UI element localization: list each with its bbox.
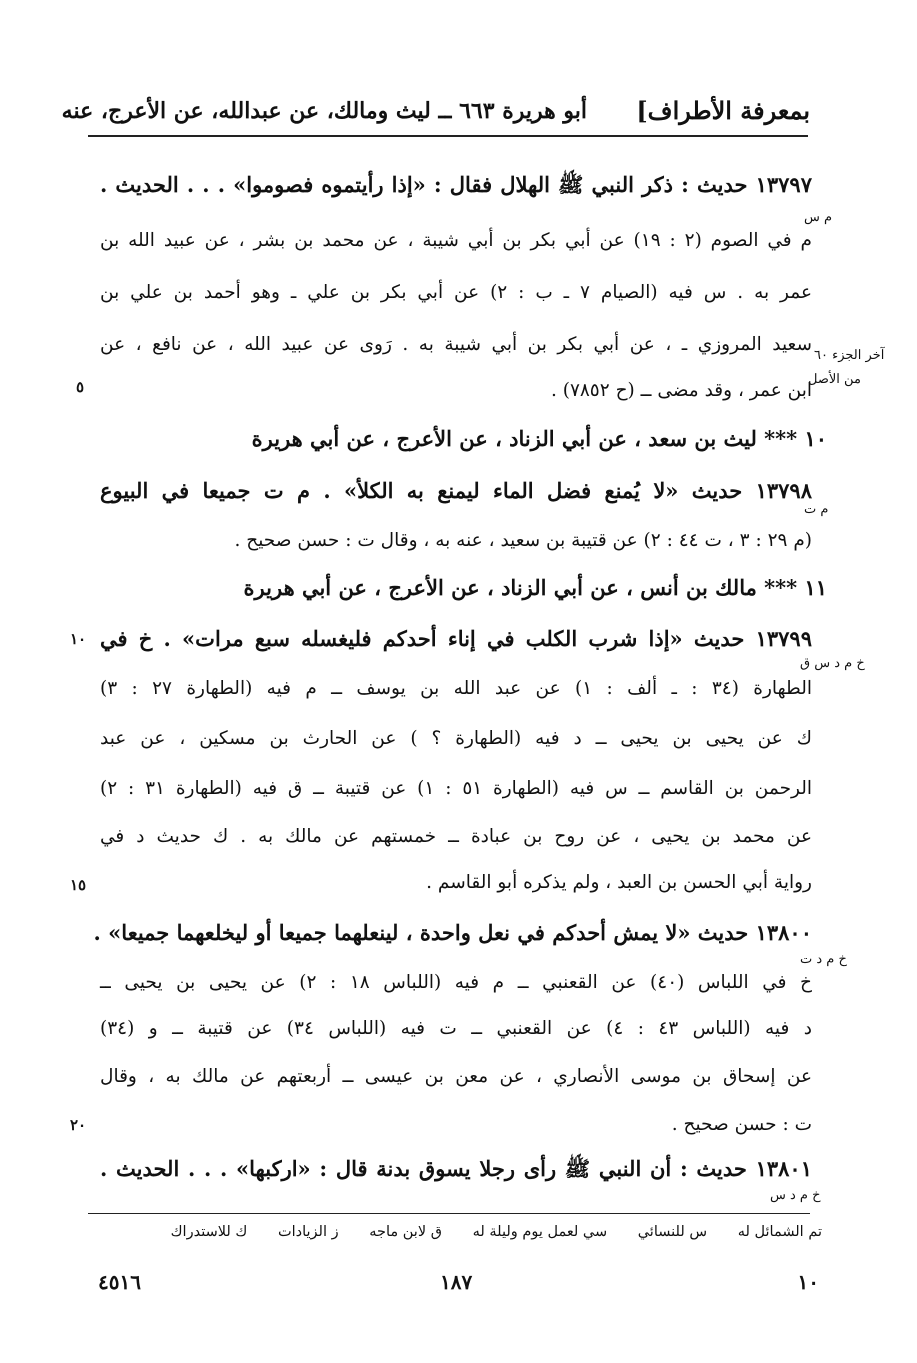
abbreviation-legend [145,1224,822,1240]
text-line: الرحمن بن القاسم ــ س فيه (الطهارة ٥١ : ١) عن قتيبة ــ ق فيه (الطهارة ٣١ : ٢) [100,778,812,799]
hadith-13797-line: ١٣٧٩٧ حديث : ذكر النبي ﷺ الهلال فقال : «إذا رأيتموه فصوموا» . . . الحديث . [100,172,812,197]
catalog-number: ٤٥١٦ [98,1270,141,1294]
text-line: سعيد المروزي ـ ، عن أبي بكر بن أبي شيبة به . رَوى عن عبيد الله ، عن نافع ، عن [100,334,812,355]
header-title: بمعرفة الأطراف] [636,96,810,125]
text-line: ك عن يحيى بن يحيى ــ د فيه (الطهارة ؟ ) عن الحارث بن مسكين ، عن عبد [100,728,812,749]
legend-item: س للنسائي [637,1224,708,1240]
symbols-note: م ت [804,502,829,517]
header-rule [88,135,808,137]
symbols-note: م س [804,210,833,225]
line-number: ٢٠ [70,1116,87,1134]
line-number: ١٠ [70,630,87,648]
line-number: ٥ [76,378,85,396]
hadith-13800-line: ١٣٨٠٠ حديث «لا يمش أحدكم في نعل واحدة ، لينعلهما جميعا أو ليخلعهما جميعا» . [93,920,812,945]
text-line: عن محمد بن يحيى ، عن روح بن عبادة ــ خمستهم عن مالك به . ك حديث د في [100,826,813,847]
text-line: (م ٢٩ : ٣ ، ت ٤٤ : ٢) عن قتيبة بن سعيد ، عنه به ، وقال ت : حسن صحيح . [234,530,812,551]
text-line: الطهارة (٣٤ : ـ ألف : ١) عن عبد الله بن يوسف ــ م فيه (الطهارة ٢٧ : ٣) [100,678,813,699]
text-line: عن إسحاق بن موسى الأنصاري ، عن معن بن عيسى ــ أربعتهم عن مالك به ، وقال [100,1066,812,1087]
volume-number: ١٠ [797,1270,819,1294]
original-note: من الأصل [808,372,861,387]
text-line: ت : حسن صحيح . [671,1114,812,1135]
header-chain: أبو هريرة ٦٦٣ ــ ليث ومالك، عن عبدالله، عن الأعرج، عنه [61,98,587,124]
text-line: عمر به . س فيه (الصيام ٧ ـ ب : ٢) عن أبي بكر بن علي ـ وهو أحمد بن علي بن [100,282,813,303]
hadith-13798-line: ١٣٧٩٨ حديث «لا يُمنع فضل الماء ليمنع به الكلأ» . م ت جميعا في البيوع [100,478,812,503]
symbols-note: خ م د س ق [800,656,865,671]
legend-item: تم الشمائل له [737,1224,822,1240]
legend-item: ز الزيادات [277,1224,339,1240]
legend-item: ق لابن ماجه [369,1224,442,1240]
line-number: ١٥ [70,876,87,894]
text-line: م في الصوم (٢ : ١٩) عن أبي بكر بن أبي شيبة ، عن محمد بن بشر ، عن عبيد الله بن [100,230,812,251]
page-number: ١٨٧ [440,1270,473,1294]
hadith-13799-line: ١٣٧٩٩ حديث «إذا شرب الكلب في إناء أحدكم فليغسله سبع مرات» . خ في [100,626,812,651]
symbols-note: خ م د س [770,1188,821,1203]
text-line: د فيه (اللباس ٤٣ : ٤) عن القعنبي ــ ت فيه (اللباس ٣٤) عن قتيبة ــ و (٣٤) [100,1018,812,1039]
legend-item: ك للاستدراك [170,1224,248,1240]
end-of-part-note: آخر الجزء ٦٠ [814,348,885,363]
symbols-note: خ م د ت [800,952,847,967]
footer-rule [88,1213,810,1214]
text-line: رواية أبي الحسن بن العبد ، ولم يذكره أبو القاسم . [426,872,812,893]
text-line: ابن عمر ، وقد مضى ــ (ح ٧٨٥٢) . [550,380,812,401]
text-line: خ في اللباس (٤٠) عن القعنبي ــ م فيه (اللباس ١٨ : ٢) عن يحيى بن يحيى ــ [100,972,812,993]
chain-heading: ١١ *** مالك بن أنس ، عن أبي الزناد ، عن الأعرج ، عن أبي هريرة [243,575,827,600]
hadith-13801-line: ١٣٨٠١ حديث : أن النبي ﷺ رأى رجلا يسوق بدنة قال : «اركبها» . . . الحديث . [100,1156,812,1181]
chain-heading: ١٠ *** ليث بن سعد ، عن أبي الزناد ، عن الأعرج ، عن أبي هريرة [251,426,827,451]
legend-item: سي لعمل يوم وليلة له [472,1224,608,1240]
